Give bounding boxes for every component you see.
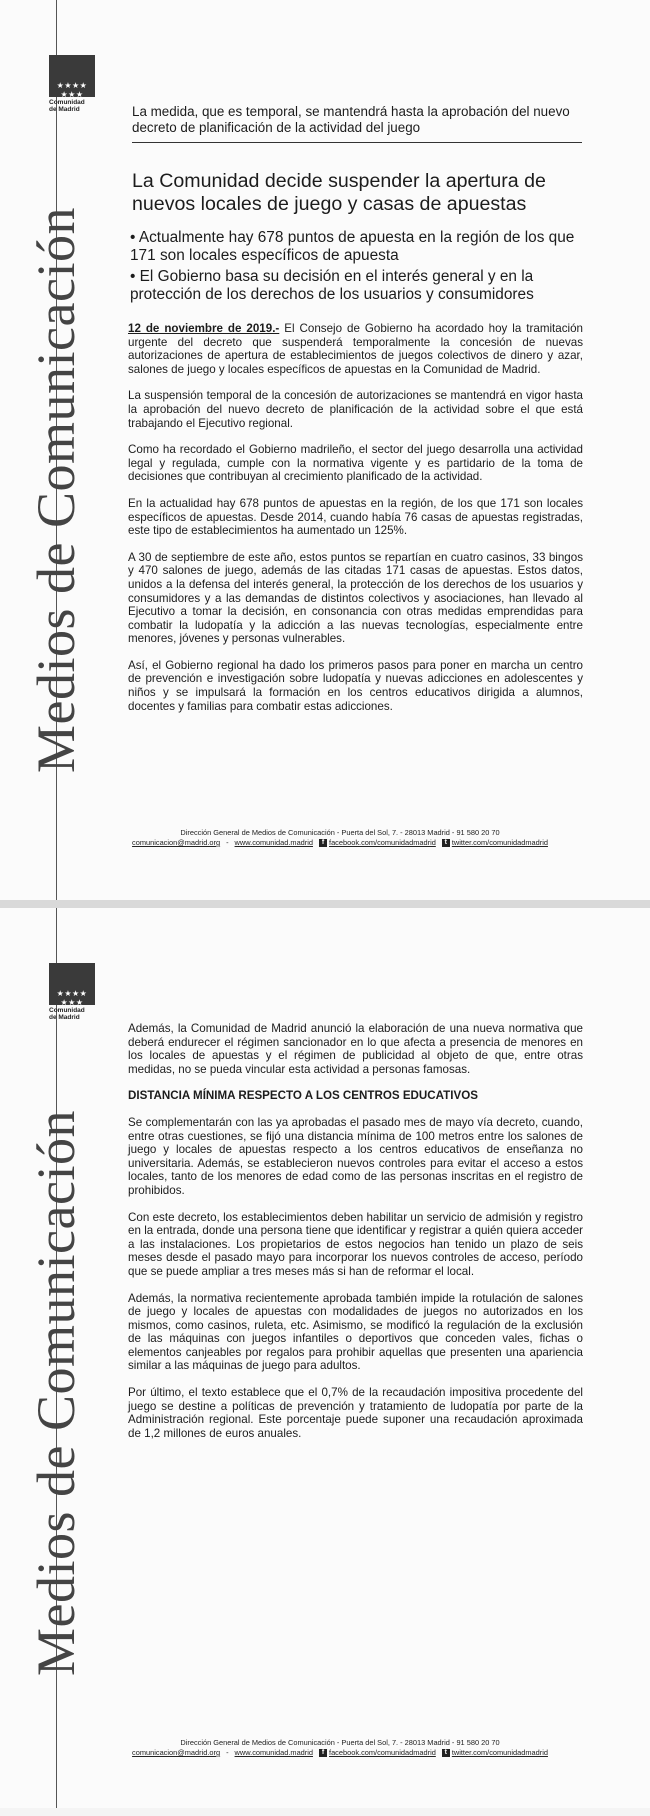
body-paragraph: Así, el Gobierno regional ha dado los primeros pasos para poner en marcha un centro de prevención e investigación sobre ludopatía y nuevas adicciones en adolescentes y niños y se impulsará la formación en los centros educativos dirigida a alumnos, docentes y familias para combatir estas adicciones. [128, 658, 583, 713]
logo-stars: ★★★★ ★★★ [56, 81, 88, 99]
footer-separator: - [226, 1748, 229, 1757]
facebook-icon: f [319, 839, 327, 847]
logo-name-line2: de Madrid [49, 1014, 80, 1021]
footer-facebook[interactable] [319, 838, 436, 848]
subheadline-rule [132, 142, 582, 143]
footer-links [80, 838, 600, 848]
vertical-title: Medios de Comunicación [26, 207, 86, 773]
footer-website-link[interactable]: www.comunidad.madrid [234, 1748, 314, 1757]
page-footer [80, 1738, 600, 1758]
body-paragraph: Con este decreto, los establecimientos deben habilitar un servicio de admisión y registro en la entrada, donde una persona tiene que identificar y registrar a quién quiera acceder a las instalaciones. Los propietarios de estos negocios han tenido un plazo de seis meses desde el pasado mayo para incorporar los nuevos controles de acceso, período que se puede ampliar a tres meses más si han de reformar el local. [128, 1210, 583, 1278]
logo-flag-icon [49, 55, 95, 97]
twitter-icon: t [442, 839, 450, 847]
comunidad-madrid-logo [49, 55, 97, 113]
body-paragraph: Por último, el texto establece que el 0,7% de la recaudación impositiva procedente del juego se destine a políticas de prevención y tratamiento de ludopatía por parte de la Administración regional. Este porcentaje puede suponer una recaudación aproximada de 1,2 millones de euros anuales. [128, 1386, 583, 1440]
summary-bullet: • Actualmente hay 678 puntos de apuesta en la región de los que 171 son locales específicos de apuesta [130, 229, 590, 265]
footer-twitter-link[interactable]: twitter.com/comunidadmadrid [451, 1748, 548, 1757]
body-paragraph: En la actualidad hay 678 puntos de apuestas en la región, de los que 171 son locales específicos de apuestas. Desde 2014, cuando había 76 casas de apuestas registradas, este tipo de establecimientos ha aumentado un 125%. [128, 496, 583, 538]
paragraph-text: El Consejo de Gobierno ha acordado hoy la tramitación urgente del decreto que suspenderá temporalmente la concesión de nuevas autorizaciones de apertura de establecimientos de juegos colectivos de dinero y azar, salones de juego y locales específicos de apuestas en la Comunidad de Madrid. [128, 322, 583, 376]
article-body-page-1 [128, 322, 583, 726]
footer-twitter[interactable] [442, 1748, 548, 1758]
vertical-title-container [28, 0, 84, 900]
body-paragraph [128, 322, 583, 376]
logo-name [49, 1007, 97, 1021]
document-page-2 [0, 908, 650, 1808]
logo-name-line1: Comunidad [49, 1007, 85, 1014]
facebook-icon: f [319, 1749, 327, 1757]
subheadline: La medida, que es temporal, se mantendrá hasta la aprobación del nuevo decreto de planificación de la actividad del juego [132, 104, 570, 135]
footer-email-link[interactable]: comunicacion@madrid.org [132, 838, 221, 847]
footer-facebook[interactable] [319, 1748, 436, 1758]
summary-bullets [130, 229, 590, 307]
page-footer [80, 828, 600, 848]
document-page-1 [0, 0, 650, 900]
body-paragraph: Se complementarán con las ya aprobadas el pasado mes de mayo vía decreto, cuando, entre otras cuestiones, se fijó una distancia mínima de 100 metros entre los salones de juego y locales de apuestas respecto a los centros educativos de enseñanza no universitaria. Además, se establecieron nuevos controles para evitar el acceso a estos locales, tanto de los menores de edad como de las personas inscritas en el registro de prohibidos. [128, 1115, 583, 1197]
article-body-page-2 [128, 1022, 583, 1453]
body-paragraph: Como ha recordado el Gobierno madrileño, el sector del juego desarrolla una actividad legal y regulada, cumple con la normativa vigente y es partidario de la toma de decisiones que contribuyan al crecimiento planificado de la actividad. [128, 443, 583, 484]
footer-facebook-link[interactable]: facebook.com/comunidadmadrid [329, 1748, 436, 1757]
footer-address: Dirección General de Medios de Comunicación - Puerta del Sol, 7. - 28013 Madrid - 91 580 20 70 [180, 1738, 500, 1747]
logo-name [49, 99, 97, 113]
logo-name-line2: de Madrid [49, 106, 80, 113]
logo-stars: ★★★★ ★★★ [56, 989, 88, 1007]
footer-email-link[interactable]: comunicacion@madrid.org [132, 1748, 221, 1757]
headline: La Comunidad decide suspender la apertura de nuevos locales de juego y casas de apuestas [132, 170, 546, 215]
dateline: 12 de noviembre de 2019.- [128, 322, 280, 335]
logo-name-line1: Comunidad [49, 99, 85, 106]
body-paragraph: Además, la normativa recientemente aprobada también impide la rotulación de salones de juego y locales de apuestas con modalidades de juegos no autorizados en los mismos, como casinos, ruleta, etc. Asimismo, se modificó la regulación de la exclusión de las máquinas con juegos infantiles o deportivos que conceden vales, fichas o elementos canjeables por regalos para prohibir aquellas que presenten una apariencia similar a las máquinas de juego para adultos. [128, 1291, 583, 1373]
footer-address: Dirección General de Medios de Comunicación - Puerta del Sol, 7. - 28013 Madrid - 91 580 20 70 [180, 828, 500, 837]
vertical-title-container [28, 908, 84, 1808]
footer-facebook-link[interactable]: facebook.com/comunidadmadrid [329, 838, 436, 847]
footer-twitter[interactable] [442, 838, 548, 848]
summary-bullet: • El Gobierno basa su decisión en el interés general y en la protección de los derechos de los usuarios y consumidores [130, 268, 590, 304]
footer-website-link[interactable]: www.comunidad.madrid [234, 838, 314, 847]
vertical-title: Medios de Comunicación [26, 1110, 86, 1676]
section-title: DISTANCIA MÍNIMA RESPECTO A LOS CENTROS EDUCATIVOS [128, 1089, 478, 1103]
twitter-icon: t [442, 1749, 450, 1757]
body-paragraph: La suspensión temporal de la concesión de autorizaciones se mantendrá en vigor hasta la aprobación del nuevo decreto de planificación de la actividad sobre el que está trabajando el Ejecutivo regional. [128, 389, 583, 430]
comunidad-madrid-logo [49, 963, 97, 1021]
body-paragraph: Además, la Comunidad de Madrid anunció la elaboración de una nueva normativa que deberá endurecer el régimen sancionador en lo que afecta a presencia de menores en los locales de apuestas y el régimen de publicidad al objeto de que, entre otras medidas, no se pueda vincular esta actividad a personas famosas. [128, 1022, 583, 1076]
footer-twitter-link[interactable]: twitter.com/comunidadmadrid [451, 838, 548, 847]
footer-separator: - [226, 838, 229, 847]
body-paragraph: A 30 de septiembre de este año, estos puntos se repartían en cuatro casinos, 33 bingos y 470 salones de juego, además de las citadas 171 casas de apuestas. Estos datos, unidos a la defensa del interés general, la protección de los derechos de los usuarios y consumidores y a las demandas de distintos colectivos y asociaciones, han llevado al Ejecutivo a tomar la decisión, en consonancia con otras medidas emprendidas para combatir la ludopatía y la adicción a las nuevas tecnologías, especialmente entre menores, jóvenes y personas vulnerables. [128, 550, 583, 646]
logo-flag-icon [49, 963, 95, 1005]
page-gap [0, 900, 650, 908]
footer-links [80, 1748, 600, 1758]
